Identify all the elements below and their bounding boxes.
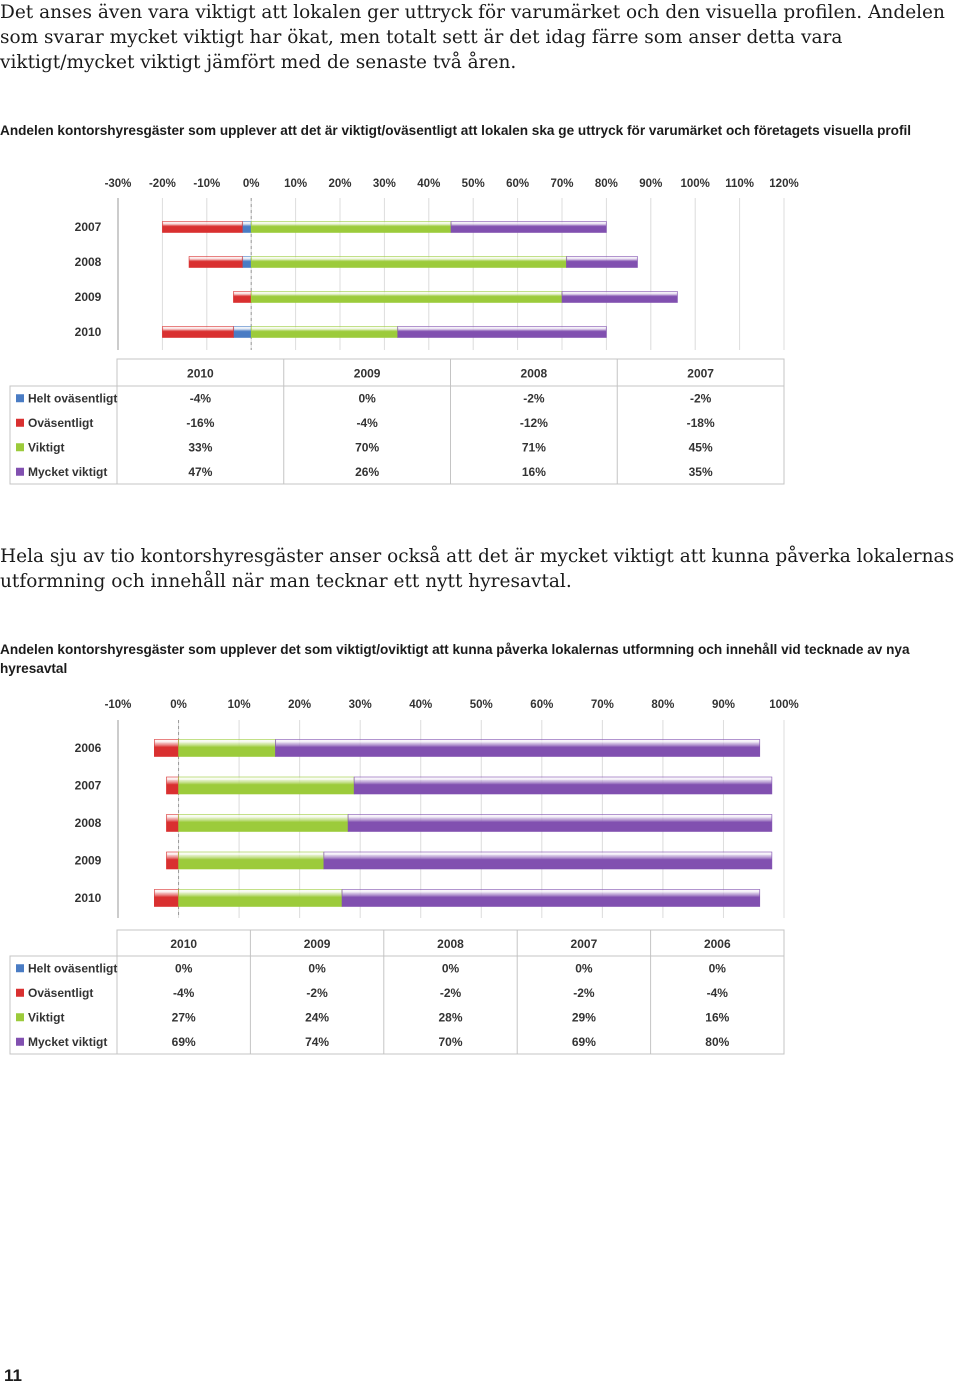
bar-highlight: [190, 258, 241, 260]
table-cell: 26%: [355, 464, 380, 479]
y-category-label: 2009: [74, 853, 102, 868]
x-tick-label: 20%: [288, 699, 312, 711]
legend-label: Mycket viktigt: [28, 464, 108, 479]
table-column-header: 2006: [703, 937, 731, 951]
bar-highlight: [167, 816, 177, 818]
table-cell: 0%: [441, 961, 460, 976]
x-tick-label: 40%: [417, 178, 441, 190]
table-cell: -16%: [186, 415, 215, 430]
bar-highlight: [325, 853, 771, 855]
x-tick-label: 30%: [372, 178, 396, 190]
bar-highlight: [180, 891, 341, 893]
x-tick-label: 50%: [469, 699, 493, 711]
x-tick-label: 10%: [284, 178, 308, 190]
bar-highlight: [180, 741, 275, 743]
legend-label: Viktigt: [28, 440, 65, 455]
bar-highlight: [355, 778, 771, 780]
table-column-header: 2008: [520, 366, 548, 381]
table-column-header: 2007: [687, 366, 714, 381]
table-cell: 0%: [575, 961, 593, 976]
table-cell: 33%: [188, 440, 213, 455]
x-tick-label: -10%: [104, 699, 132, 711]
x-tick-label: 100%: [680, 178, 710, 190]
table-cell: -2%: [523, 391, 545, 406]
bar-highlight: [155, 891, 177, 893]
table-cell: 16%: [705, 1010, 730, 1025]
bar-highlight: [349, 816, 771, 818]
bar-highlight: [167, 778, 177, 780]
second-paragraph: Hela sju av tio kontorshyresgäster anser också att det är mycket viktigt att kunna påverka lokalernas utformning och innehåll när man tecknar ett nytt hyresavtal.: [0, 546, 955, 592]
table-cell: 27%: [171, 1010, 196, 1025]
bar-highlight: [234, 328, 250, 330]
y-category-label: 2009: [74, 290, 102, 304]
table-column-header: 2007: [570, 937, 598, 951]
table-column-header: 2009: [353, 366, 381, 381]
legend-label: Helt oväsentligt: [28, 961, 118, 976]
table-cell: 29%: [571, 1010, 596, 1025]
bar-highlight: [252, 258, 565, 260]
y-category-label: 2006: [74, 741, 102, 755]
legend-label: Oväsentligt: [28, 415, 94, 430]
table-cell: 69%: [171, 1034, 196, 1049]
legend-swatch-mycket-viktigt: [16, 468, 24, 476]
x-tick-label: 90%: [711, 699, 735, 711]
x-tick-label: 110%: [725, 178, 754, 190]
bar-highlight: [343, 891, 759, 893]
legend-label: Helt oväsentligt: [28, 391, 118, 406]
table-cell: -4%: [189, 391, 212, 406]
x-tick-label: 0%: [170, 699, 187, 711]
x-tick-label: 70%: [590, 699, 614, 711]
x-tick-label: 0%: [242, 178, 260, 190]
y-category-label: 2007: [74, 220, 102, 234]
bar-highlight: [252, 223, 450, 225]
chart-2-influence-design: [0, 690, 960, 1070]
x-tick-label: 60%: [506, 178, 530, 190]
x-tick-label: 60%: [530, 699, 554, 711]
table-cell: 71%: [521, 440, 546, 455]
bar-highlight: [567, 258, 636, 260]
table-cell: 69%: [571, 1034, 596, 1049]
chart-1-brand-expression: [0, 168, 960, 503]
bar-highlight: [155, 741, 177, 743]
data-table-body: [10, 956, 784, 1054]
bar-highlight: [180, 778, 354, 780]
x-tick-label: -30%: [104, 178, 132, 190]
x-tick-label: 90%: [639, 178, 663, 190]
table-column-header: 2010: [170, 937, 198, 951]
y-category-label: 2010: [74, 891, 102, 905]
table-cell: -2%: [306, 985, 328, 1000]
table-cell: 47%: [188, 464, 213, 479]
x-tick-label: -10%: [193, 178, 221, 190]
x-tick-label: 40%: [409, 699, 433, 711]
chart-2-caption: Andelen kontorshyresgäster som upplever det som viktigt/oviktigt att kunna påverka lokalernas utformning och innehåll vid tecknade av nya hyresavtal: [0, 642, 910, 676]
y-category-label: 2008: [74, 816, 102, 830]
x-tick-label: 30%: [348, 699, 372, 711]
legend-swatch-mycket-viktigt: [16, 1038, 24, 1046]
bar-highlight: [252, 293, 561, 295]
page-number: 11: [4, 1366, 22, 1385]
x-tick-label: -20%: [148, 178, 176, 190]
table-cell: 45%: [688, 440, 713, 455]
bar-highlight: [163, 223, 241, 225]
x-tick-label: 10%: [227, 699, 251, 711]
table-column-header: 2008: [437, 937, 464, 951]
legend-swatch-ovasentligt: [16, 419, 24, 427]
x-tick-label: 100%: [769, 699, 799, 711]
data-table-body: [10, 386, 784, 484]
legend-label: Oväsentligt: [28, 985, 94, 1000]
legend-swatch-viktigt: [16, 1013, 24, 1021]
bar-highlight: [252, 328, 397, 330]
x-tick-label: 50%: [461, 178, 485, 190]
table-column-header: 2009: [303, 937, 331, 951]
table-cell: 70%: [355, 440, 380, 455]
bar-highlight: [167, 853, 177, 855]
legend-swatch-helt-ovasentligt: [16, 394, 24, 402]
y-category-label: 2008: [74, 255, 102, 269]
chart-1-caption: Andelen kontorshyresgäster som upplever att det är viktigt/oväsentligt att lokalen ska ge uttryck för varumärket och företagets visuella profil: [0, 123, 912, 138]
x-tick-label: 20%: [328, 178, 352, 190]
table-cell: 80%: [705, 1034, 730, 1049]
table-cell: -2%: [439, 985, 462, 1000]
legend-swatch-helt-ovasentligt: [16, 964, 24, 972]
legend-label: Viktigt: [28, 1010, 65, 1025]
table-column-header: 2010: [187, 366, 214, 381]
table-cell: -4%: [356, 415, 378, 430]
table-cell: 28%: [438, 1010, 463, 1025]
table-cell: 35%: [688, 464, 713, 479]
legend-label: Mycket viktigt: [28, 1034, 108, 1049]
bar-highlight: [243, 223, 250, 225]
table-cell: 0%: [308, 961, 326, 976]
table-cell: -18%: [686, 415, 715, 430]
x-tick-label: 120%: [769, 178, 799, 190]
bar-highlight: [243, 258, 250, 260]
legend-swatch-ovasentligt: [16, 989, 24, 997]
y-category-label: 2010: [74, 325, 102, 339]
table-cell: 16%: [521, 464, 546, 479]
bar-highlight: [180, 853, 323, 855]
table-cell: 0%: [708, 961, 726, 976]
bar-highlight: [234, 293, 250, 295]
bar-highlight: [452, 223, 605, 225]
table-cell: 70%: [438, 1034, 463, 1049]
table-cell: -2%: [689, 391, 712, 406]
table-cell: -4%: [173, 985, 195, 1000]
bar-highlight: [399, 328, 606, 330]
bar-highlight: [276, 741, 758, 743]
table-cell: 24%: [305, 1010, 330, 1025]
bar-highlight: [563, 293, 676, 295]
legend-swatch-viktigt: [16, 443, 24, 451]
bar-highlight: [180, 816, 348, 818]
table-cell: -12%: [519, 415, 548, 430]
table-cell: -4%: [706, 985, 728, 1000]
table-cell: -2%: [573, 985, 595, 1000]
table-cell: 0%: [175, 961, 193, 976]
table-cell: 74%: [305, 1034, 330, 1049]
x-tick-label: 80%: [651, 699, 675, 711]
x-tick-label: 80%: [594, 178, 618, 190]
y-category-label: 2007: [74, 778, 102, 793]
x-tick-label: 70%: [550, 178, 574, 190]
bar-highlight: [163, 328, 232, 330]
intro-paragraph: Det anses även vara viktigt att lokalen ger uttryck för varumärket och den visuella profilen. Andelen som svarar mycket viktigt har ökat, men totalt sett är det idag färre som anser detta vara viktigt/mycket viktigt jämfört med de senaste två åren.: [0, 2, 945, 73]
table-cell: 0%: [358, 391, 376, 406]
